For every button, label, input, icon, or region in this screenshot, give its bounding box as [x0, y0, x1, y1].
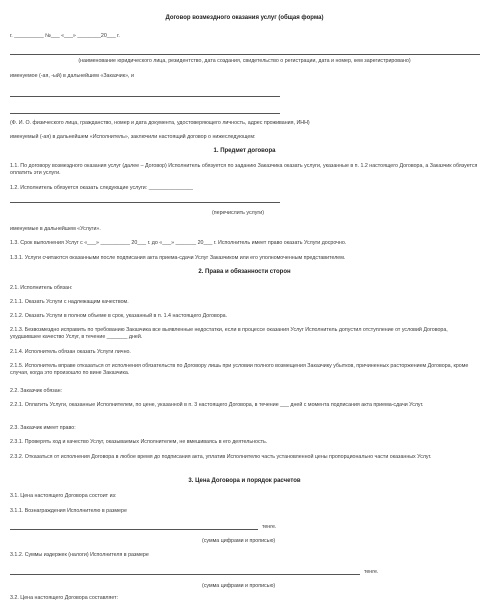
document-title: Договор возмездного оказания услуг (общая форма): [165, 15, 324, 21]
clause-3-1-2: 3.1.2. Суммы издержек (налоги) Исполнителя в размере: [10, 552, 149, 558]
customer-named: именуемое (-ая, -ый) в дальнейшем «Заказчик», и: [10, 73, 134, 79]
clause-2-2-1: 2.2.1. Оплатить Услуги, оказанные Исполнителем, по цене, указанной в п. 3 настоящего Договора, в течение ___ дней с момента подписания акта приема-сдачи Услуг.: [10, 402, 424, 408]
clause-2-3: 2.3. Заказчик имеет право:: [10, 425, 76, 431]
executor-named: именуемый (-ая) в дальнейшем «Исполнитель», заключили настоящий договор о нижеследующем:: [10, 134, 256, 140]
clause-2-1-1: 2.1.1. Оказать Услуги с надлежащим качеством.: [10, 299, 129, 305]
section-1-title: 1. Предмет договора: [213, 148, 276, 154]
clause-3-1-1: 3.1.1. Вознаграждения Исполнителю в размере: [10, 508, 127, 514]
clause-2-3-2: 2.3.2. Отказаться от исполнения Договора в любое время до подписания акта, уплатив Исполнителю часть установленной цены пропорционально части оказанных Услуг.: [10, 454, 432, 460]
currency-label: тенге.: [364, 569, 379, 575]
services-caption: (перечислить услуги): [212, 210, 264, 216]
party1-caption: (наименование юридического лица, резидентство, дата создания, свидетельство о регистрации, дата и номер, кем зарегистрировано): [78, 58, 411, 64]
clause-1-1: 1.1. По договору возмездного оказания услуг (далее – Договор) Исполнитель обязуется по заданию Заказчика оказать услуги, указанные в п. 1.2 настоящего Договора, а Заказчик обязуется оплатить эти услуги.: [10, 163, 478, 176]
blank-line: [10, 529, 258, 530]
clause-1-3-1: 1.3.1. Услуги считаются оказанными после подписания акта приема-сдачи Услуг Заказчиком или его уполномоченным представителем.: [10, 255, 346, 261]
blank-line: [10, 574, 360, 575]
clause-1-2: 1.2. Исполнитель обязуется оказать следующие услуги: _______________: [10, 185, 193, 191]
clause-1-3: 1.3. Срок выполнения Услуг с «___» __________ 20___ г. до «___» _______ 20___ г. Исполнитель имеет право оказать Услуги досрочно.: [10, 240, 347, 246]
clause-2-1-4: 2.1.4. Исполнитель обязан оказать Услуги лично.: [10, 349, 131, 355]
party2-caption: (Ф. И. О. физического лица, гражданство, номер и дата документа, удостоверяющего личность, адрес проживания, ИНН): [10, 120, 310, 126]
clause-3-1: 3.1. Цена настоящего Договора состоит из:: [10, 493, 117, 499]
clause-2-3-1: 2.3.1. Проверять ход и качество Услуг, оказываемых Исполнителем, не вмешиваясь в его деятельность.: [10, 439, 268, 445]
clause-2-1-5: 2.1.5. Исполнитель вправе отказаться от исполнения обязательств по Договору лишь при условии полного возмещения Заказчику убытков, причиненных расторжением Договора, кроме случая, когда это произошло по вине Заказчика.: [10, 363, 469, 376]
blank-line: [10, 113, 280, 114]
sum-caption: (сумма цифрами и прописью): [202, 538, 276, 544]
sum-caption: (сумма цифрами и прописью): [202, 583, 276, 589]
currency-label: тенге.: [262, 524, 277, 530]
clause-2-1: 2.1. Исполнитель обязан:: [10, 285, 73, 291]
contract-header-line: г. __________ №___ «___» ________20___ г.: [10, 33, 120, 39]
services-named: именуемые в дальнейшем «Услуги».: [10, 226, 101, 232]
clause-2-1-3: 2.1.3. Безвозмездно исправить по требованию Заказчика все выявленные недостатки, если в процессе оказания Услуг Исполнитель допустил отступление от условий Договора, ухудшившее качество Услуг, в течение _______ дней.: [10, 327, 448, 340]
blank-line: [10, 54, 480, 55]
section-2-title: 2. Права и обязанности сторон: [198, 269, 291, 275]
clause-2-2: 2.2. Заказчик обязан:: [10, 388, 63, 394]
clause-3-2: 3.2. Цена настоящего Договора составляет:: [10, 595, 119, 601]
blank-line: [10, 202, 280, 203]
section-3-title: 3. Цена Договора и порядок расчетов: [188, 478, 301, 484]
blank-line: [10, 96, 280, 97]
clause-2-1-2: 2.1.2. Оказать Услуги в полном объеме в срок, указанный в п. 1.4 настоящего Договора.: [10, 313, 228, 319]
